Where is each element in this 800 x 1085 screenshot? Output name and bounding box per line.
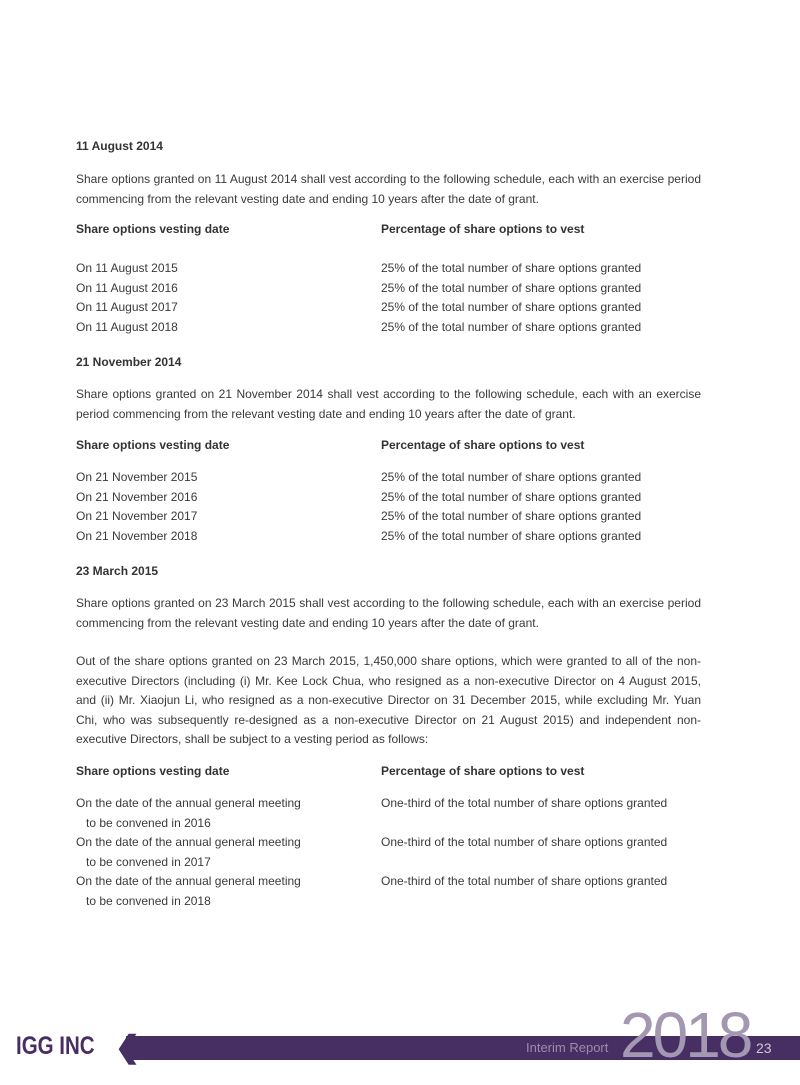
table-row bbox=[76, 279, 701, 299]
table-row bbox=[76, 318, 701, 338]
table-row bbox=[76, 527, 701, 547]
cell-line: On the date of the annual general meeting bbox=[76, 874, 301, 888]
company-logo: IGG INC bbox=[16, 1032, 95, 1060]
table-row bbox=[76, 259, 701, 279]
col-header: Share options vesting date bbox=[76, 222, 230, 236]
table-row bbox=[76, 488, 701, 508]
col-header: Share options vesting date bbox=[76, 438, 230, 452]
paragraph: Share options granted on 11 August 2014 shall vest according to the following schedule, each with an exercise period commencing from the relevant vesting date and ending 10 years after the date of grant. bbox=[76, 172, 701, 206]
cell bbox=[76, 794, 381, 833]
report-year: 2018 bbox=[620, 999, 751, 1071]
chevron-left-icon: ❮ bbox=[115, 1031, 141, 1064]
cell-line: On the date of the annual general meeting bbox=[76, 796, 301, 810]
cell: On 11 August 2015 bbox=[76, 261, 178, 275]
paragraph: Out of the share options granted on 23 March 2015, 1,450,000 share options, which were granted to all of the non-executive Directors (including (i) Mr. Kee Lock Chua, who resigned as a non-executive Director on 4 August 2015, and (ii) Mr. Xiaojun Li, who resigned as a non-executive Director on 31 December 2015, while excluding Mr. Yuan Chi, who was subsequently re-designed as a non-executive Director on 21 August 2015) and independent non-executive Directors, shall be subject to a vesting period as follows: bbox=[76, 654, 701, 746]
cell: 25% of the total number of share options granted bbox=[381, 528, 642, 543]
cell: One-third of the total number of share options granted bbox=[381, 835, 668, 849]
cell: On 21 November 2018 bbox=[76, 528, 198, 543]
cell: 25% of the total number of share options granted bbox=[381, 489, 642, 504]
cell: 25% of the total number of share options granted bbox=[381, 509, 642, 523]
cell-line: to be convened in 2018 bbox=[86, 893, 211, 908]
cell: 25% of the total number of share options granted bbox=[381, 261, 642, 275]
section-title: 23 March 2015 bbox=[76, 564, 159, 578]
cell: One-third of the total number of share options granted bbox=[381, 874, 668, 888]
vesting-table bbox=[76, 259, 701, 337]
table-row bbox=[76, 468, 701, 488]
report-label: Interim Report bbox=[526, 1040, 609, 1055]
vesting-table bbox=[76, 794, 701, 911]
table-header bbox=[76, 762, 701, 782]
table-header bbox=[76, 436, 701, 456]
cell: One-third of the total number of share options granted bbox=[381, 796, 668, 810]
cell: 25% of the total number of share options granted bbox=[381, 470, 642, 484]
cell bbox=[76, 872, 381, 911]
page-number: 23 bbox=[756, 1040, 772, 1056]
col-header: Percentage of share options to vest bbox=[381, 764, 585, 778]
vesting-table bbox=[76, 468, 701, 546]
cell-line: to be convened in 2017 bbox=[86, 854, 211, 869]
col-header: Percentage of share options to vest bbox=[381, 438, 585, 452]
col-header: Share options vesting date bbox=[76, 764, 230, 778]
cell-line: On the date of the annual general meeting bbox=[76, 835, 301, 849]
table-header bbox=[76, 220, 701, 240]
cell: 25% of the total number of share options granted bbox=[381, 319, 642, 334]
table-row bbox=[76, 833, 701, 872]
table-row bbox=[76, 794, 701, 833]
cell-line: to be convened in 2016 bbox=[86, 815, 211, 830]
cell: 25% of the total number of share options granted bbox=[381, 300, 642, 314]
col-header: Percentage of share options to vest bbox=[381, 222, 585, 236]
table-row bbox=[76, 872, 701, 911]
section-title: 11 August 2014 bbox=[76, 139, 163, 153]
paragraph: Share options granted on 23 March 2015 shall vest according to the following schedule, each with an exercise period commencing from the relevant vesting date and ending 10 years after the date of grant. bbox=[76, 596, 701, 630]
cell: On 21 November 2016 bbox=[76, 489, 198, 504]
cell: On 21 November 2017 bbox=[76, 509, 198, 523]
cell: 25% of the total number of share options granted bbox=[381, 280, 642, 295]
cell bbox=[76, 833, 381, 872]
paragraph: Share options granted on 21 November 2014 shall vest according to the following schedule, each with an exercise period commencing from the relevant vesting date and ending 10 years after the date of grant. bbox=[76, 387, 701, 421]
table-row bbox=[76, 298, 701, 318]
cell: On 11 August 2017 bbox=[76, 300, 178, 314]
table-row bbox=[76, 507, 701, 527]
cell: On 21 November 2015 bbox=[76, 470, 198, 484]
section-title: 21 November 2014 bbox=[76, 355, 182, 369]
cell: On 11 August 2016 bbox=[76, 280, 178, 295]
cell: On 11 August 2018 bbox=[76, 319, 178, 334]
